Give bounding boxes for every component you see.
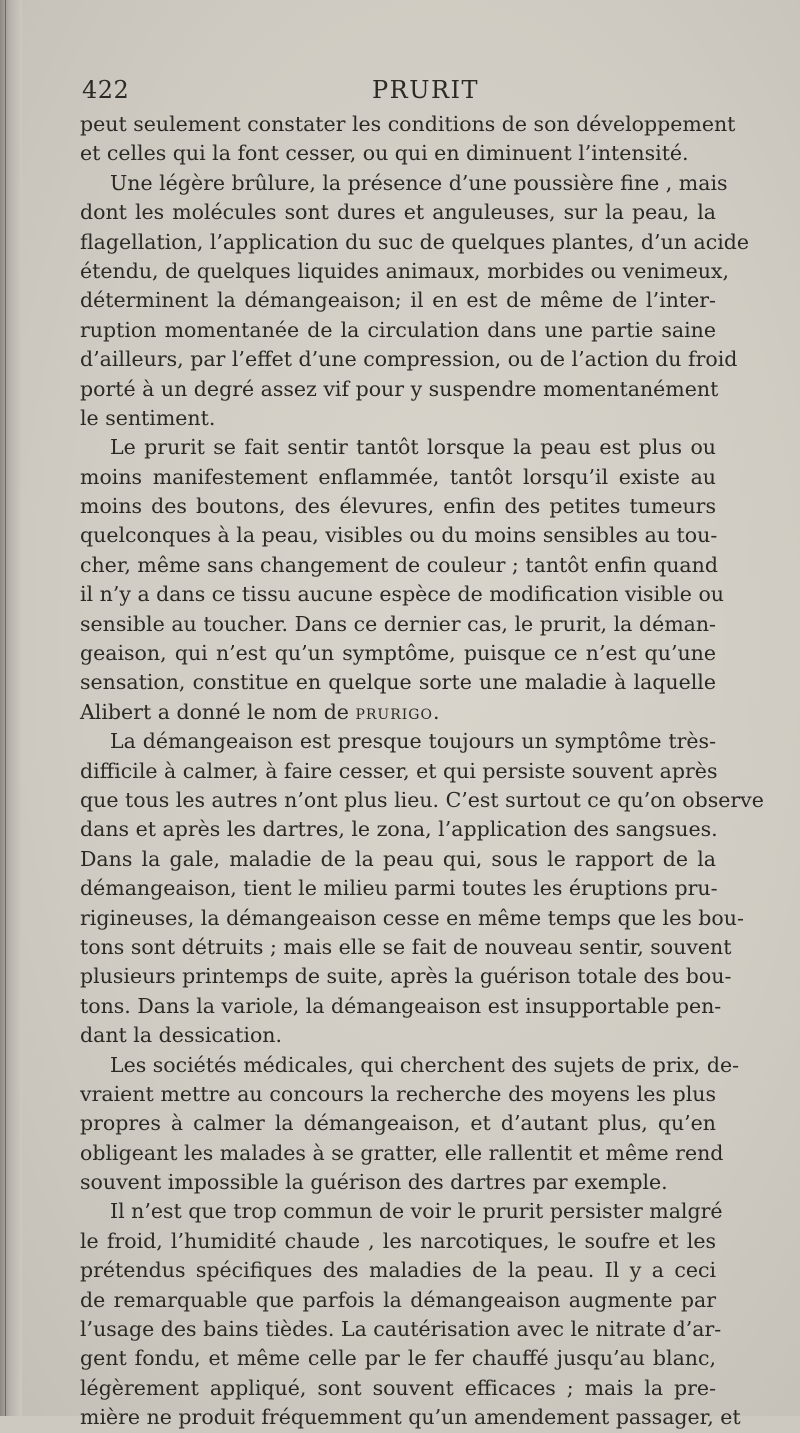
prurigo-term: prurigo. — [355, 699, 441, 724]
paragraph-first-line: La démangeaison est presque toujours un symptôme très- — [110, 729, 716, 754]
page-header — [82, 76, 722, 112]
binding-line — [5, 0, 6, 1416]
body-text — [80, 110, 764, 1433]
text-line: Dans la gale, maladie de la peau qui, sous le rapport de la — [80, 846, 716, 871]
text-line: vraient mettre au concours la recherche des moyens les plus — [80, 1081, 716, 1106]
text-line: geaison, qui n’est qu’un symptôme, puisque ce n’est qu’une — [80, 641, 716, 666]
text-line: il n’y a dans ce tissu aucune espèce de modification visible ou — [80, 582, 724, 607]
text-line: propres à calmer la démangeaison, et d’autant plus, qu’en — [80, 1111, 716, 1136]
page-number: 422 — [82, 76, 130, 104]
text-line: tons. Dans la variole, la démangeaison est insupportable pen- — [80, 993, 722, 1018]
text-line: difficile à calmer, à faire cesser, et qui persiste souvent après — [80, 758, 718, 783]
text-line: l’usage des bains tièdes. La cautérisation avec le nitrate d’ar- — [80, 1317, 722, 1342]
text-line: obligeant les malades à se gratter, elle rallentit et même rend — [80, 1140, 724, 1165]
text-line: souvent impossible la guérison des dartres par exemple. — [80, 1170, 668, 1195]
text-line: dant la dessication. — [80, 1023, 283, 1048]
text-line: dont les molécules sont dures et anguleuses, sur la peau, la — [80, 200, 716, 225]
text-line: cher, même sans changement de couleur ; tantôt enfin quand — [80, 552, 718, 577]
paragraph-first-line: Les sociétés médicales, qui cherchent des sujets de prix, de- — [110, 1052, 740, 1077]
running-title: PRURIT — [372, 76, 480, 104]
text-line: peut seulement constater les conditions de son développement — [80, 112, 736, 136]
text-line: démangeaison, tient le milieu parmi toutes les éruptions pru- — [80, 876, 718, 901]
text-line: plusieurs printemps de suite, après la guérison totale des bou- — [80, 964, 732, 989]
text-line: ruption momentanée de la circulation dans une partie saine — [80, 317, 716, 342]
paragraph-first-line: Le prurit se fait sentir tantôt lorsque la peau est plus ou — [110, 435, 716, 460]
text-line: légèrement appliqué, sont souvent efficaces ; mais la pre- — [80, 1375, 716, 1400]
text-line-start: Alibert a donné le nom de — [80, 699, 356, 724]
text-line: et celles qui la font cesser, ou qui en diminuent l’intensité. — [80, 141, 689, 166]
text-line: gent fondu, et même celle par le fer chauffé jusqu’au blanc, — [80, 1346, 716, 1371]
text-line: sensible au toucher. Dans ce dernier cas, le prurit, la déman- — [80, 611, 716, 636]
text-line: tons sont détruits ; mais elle se fait de nouveau sentir, souvent — [80, 934, 732, 959]
text-line: de remarquable que parfois la démangeaison augmente par — [80, 1287, 716, 1312]
text-line: le froid, l’humidité chaude , les narcotiques, le soufre et les — [80, 1228, 716, 1253]
text-line: mière ne produit fréquemment qu’un amendement passager, et — [80, 1405, 741, 1430]
text-line: le sentiment. — [80, 405, 216, 430]
text-line: rigineuses, la démangeaison cesse en même temps que les bou- — [80, 905, 744, 930]
text-line: porté à un degré assez vif pour y suspendre momentanément — [80, 376, 719, 401]
page-binding-edge — [0, 0, 22, 1416]
text-line: que tous les autres n’ont plus lieu. C’est surtout ce qu’on observe — [80, 787, 764, 812]
text-line: quelconques à la peau, visibles ou du moins sensibles au tou- — [80, 523, 718, 548]
text-line: d’ailleurs, par l’effet d’une compression, ou de l’action du froid — [80, 347, 738, 372]
paragraph-first-line: Une légère brûlure, la présence d’une poussière fine , mais — [110, 170, 728, 195]
text-line: prétendus spécifiques des maladies de la peau. Il y a ceci — [80, 1258, 716, 1283]
text-line: dans et après les dartres, le zona, l’application des sangsues. — [80, 817, 718, 842]
text-line: étendu, de quelques liquides animaux, morbides ou venimeux, — [80, 258, 730, 283]
text-line: moins manifestement enflammée, tantôt lorsqu’il existe au — [80, 464, 716, 489]
text-line: sensation, constitue en quelque sorte une maladie à laquelle — [80, 670, 716, 695]
text-line: flagellation, l’application du suc de quelques plantes, d’un acide — [80, 229, 750, 254]
text-line — [80, 698, 716, 727]
paragraph-first-line: Il n’est que trop commun de voir le prurit persister malgré — [110, 1199, 723, 1224]
text-line: déterminent la démangeaison; il en est de même de l’inter- — [80, 288, 716, 313]
text-line: moins des boutons, des élevures, enfin des petites tumeurs — [80, 494, 716, 519]
